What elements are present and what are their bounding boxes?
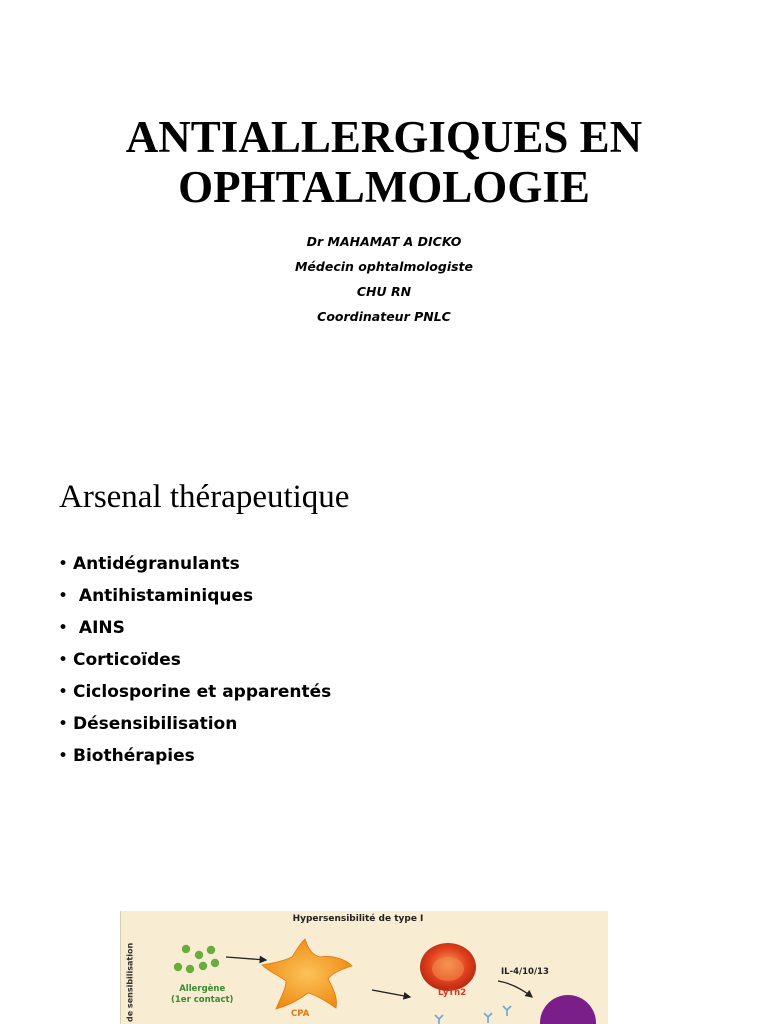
figure-side-label: de sensibilisation: [125, 942, 135, 1022]
lyth2-nucleus: [432, 957, 464, 981]
bullet-glyph: •: [58, 586, 69, 606]
cpa-cell: [262, 939, 352, 1009]
list-item: [58, 580, 331, 612]
allergen-particle: [211, 959, 219, 967]
list-item: [58, 740, 331, 772]
allergen-particle: [186, 965, 194, 973]
list-item-label: Désensibilisation: [73, 714, 238, 734]
b-cell: [540, 995, 596, 1024]
slide-title-line-2: OPHTALMOLOGIE: [178, 162, 590, 212]
list-item: [58, 644, 331, 676]
antibody-icon: [503, 1006, 511, 1016]
list-item-label: Corticoïdes: [73, 650, 181, 670]
slide-title-line-1: ANTIALLERGIQUES EN: [125, 112, 643, 162]
antibody-icon: [484, 1013, 492, 1023]
list-item-label: Biothérapies: [73, 746, 195, 766]
antibodies: [435, 1006, 511, 1024]
author-role: Médecin ophtalmologiste: [294, 259, 474, 274]
bullet-glyph: •: [58, 618, 69, 638]
arrow-allergen-to-cpa: [226, 957, 266, 960]
list-item: [58, 676, 331, 708]
lyth2-label: LyTh2: [438, 988, 467, 998]
author-institution: CHU RN: [356, 284, 412, 299]
antibody-icon: [435, 1015, 443, 1024]
arrow-cpa-to-lyth2: [372, 990, 410, 997]
allergen-particle: [195, 951, 203, 959]
list-item: [58, 548, 331, 580]
allergen-label: Allergène (1er contact): [171, 984, 234, 1005]
author-block: [0, 229, 768, 329]
allergen-particles: [174, 945, 219, 973]
list-item: [58, 612, 331, 644]
cpa-label: CPA: [291, 1009, 310, 1019]
bullet-glyph: •: [58, 554, 69, 574]
list-item-label: Antidégranulants: [73, 554, 240, 574]
bullet-glyph: •: [58, 714, 69, 734]
author-position: Coordinateur PNLC: [317, 309, 451, 324]
bullet-glyph: •: [58, 650, 69, 670]
interleukin-label: IL-4/10/13: [501, 967, 549, 977]
allergen-particle: [182, 945, 190, 953]
list-item-label: Antihistaminiques: [73, 586, 254, 606]
figure-title: Hypersensibilité de type I: [292, 914, 424, 924]
allergen-particle: [174, 963, 182, 971]
list-item-label: AINS: [73, 618, 125, 638]
slide-title: [0, 112, 768, 212]
therapy-list: [58, 548, 331, 772]
list-item: [58, 708, 331, 740]
arrow-lyth2-to-bcell: [498, 981, 532, 997]
allergen-particle: [207, 946, 215, 954]
section-title: Arsenal thérapeutique: [59, 479, 350, 515]
bullet-glyph: •: [58, 746, 69, 766]
allergen-particle: [199, 962, 207, 970]
hypersensitivity-figure: [108, 911, 608, 1024]
author-name: Dr MAHAMAT A DICKO: [306, 234, 462, 249]
list-item-label: Ciclosporine et apparentés: [73, 682, 332, 702]
bullet-glyph: •: [58, 682, 69, 702]
